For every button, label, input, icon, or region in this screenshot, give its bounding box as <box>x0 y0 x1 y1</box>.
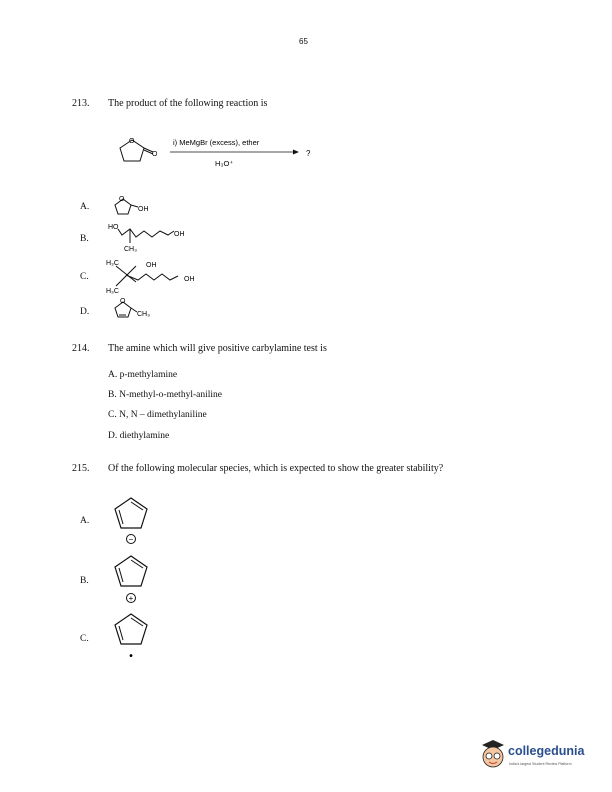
option-c-letter: C. <box>80 272 89 282</box>
option-b-structure <box>104 219 200 257</box>
question-215-option-a-letter: A. <box>80 516 90 526</box>
svg-text:OH: OH <box>184 276 195 283</box>
svg-text:CH₃: CH₃ <box>124 246 137 253</box>
svg-text:H₃C: H₃C <box>106 260 119 267</box>
svg-text:O: O <box>120 298 126 305</box>
option-d-letter: D. <box>80 307 90 317</box>
reaction-scheme <box>110 132 330 177</box>
question-214-option-d: D. diethylamine <box>108 431 170 441</box>
question-213-number: 213. <box>72 98 90 109</box>
option-a-letter: A. <box>80 202 90 212</box>
question-215-option-b-letter: B. <box>80 576 89 586</box>
ring-oxygen-label: O <box>129 138 135 145</box>
option-a-structure <box>106 193 166 219</box>
charge-label: + <box>128 594 134 603</box>
question-214-text: The amine which will give positive carbylamine test is <box>108 343 327 354</box>
question-215-option-c-letter: C. <box>80 634 89 644</box>
svg-text:OH: OH <box>174 231 185 238</box>
question-213-text: The product of the following reaction is <box>108 98 268 109</box>
option-c-structure <box>104 256 214 296</box>
carbonyl-oxygen-label: O <box>152 151 158 158</box>
svg-text:O: O <box>119 196 125 203</box>
question-214-option-c: C. N, N – dimethylaniline <box>108 410 207 420</box>
cyclopentadienyl-anion-structure <box>109 494 153 550</box>
svg-text:H₃C: H₃C <box>106 288 119 295</box>
svg-text:OH: OH <box>146 262 157 269</box>
option-d-structure <box>106 294 166 324</box>
radical-dot: • <box>129 651 133 662</box>
question-214-option-a: A. p-methylamine <box>108 370 178 380</box>
reaction-product: ? <box>306 149 311 158</box>
svg-text:CH₃: CH₃ <box>137 311 150 318</box>
option-b-letter: B. <box>80 234 89 244</box>
logo-tagline: India's largest Student Review Platform <box>509 762 572 766</box>
svg-text:OH: OH <box>138 206 149 213</box>
cyclopentanone-structure <box>120 140 153 161</box>
logo-name: collegedunia <box>508 744 585 758</box>
question-215-number: 215. <box>72 463 90 474</box>
reagent-top: i) MeMgBr (excess), ether <box>173 138 260 147</box>
question-215-text: Of the following molecular species, which is expected to show the greater stability? <box>108 463 444 474</box>
cyclopentadienyl-radical-structure <box>109 610 153 666</box>
question-214-option-b: B. N-methyl-o-methyl-aniline <box>108 390 222 400</box>
svg-text:HO: HO <box>108 224 119 231</box>
page-number: 65 <box>299 37 308 46</box>
logo-graphic <box>478 735 606 775</box>
question-214-number: 214. <box>72 343 90 354</box>
cyclopentadienyl-cation-structure <box>109 552 153 608</box>
reagent-bottom: H₃O⁺ <box>215 159 234 168</box>
collegedunia-logo <box>478 735 606 775</box>
charge-label: − <box>128 535 134 544</box>
arrow-head <box>293 150 299 155</box>
graduate-mascot-icon <box>482 740 504 767</box>
